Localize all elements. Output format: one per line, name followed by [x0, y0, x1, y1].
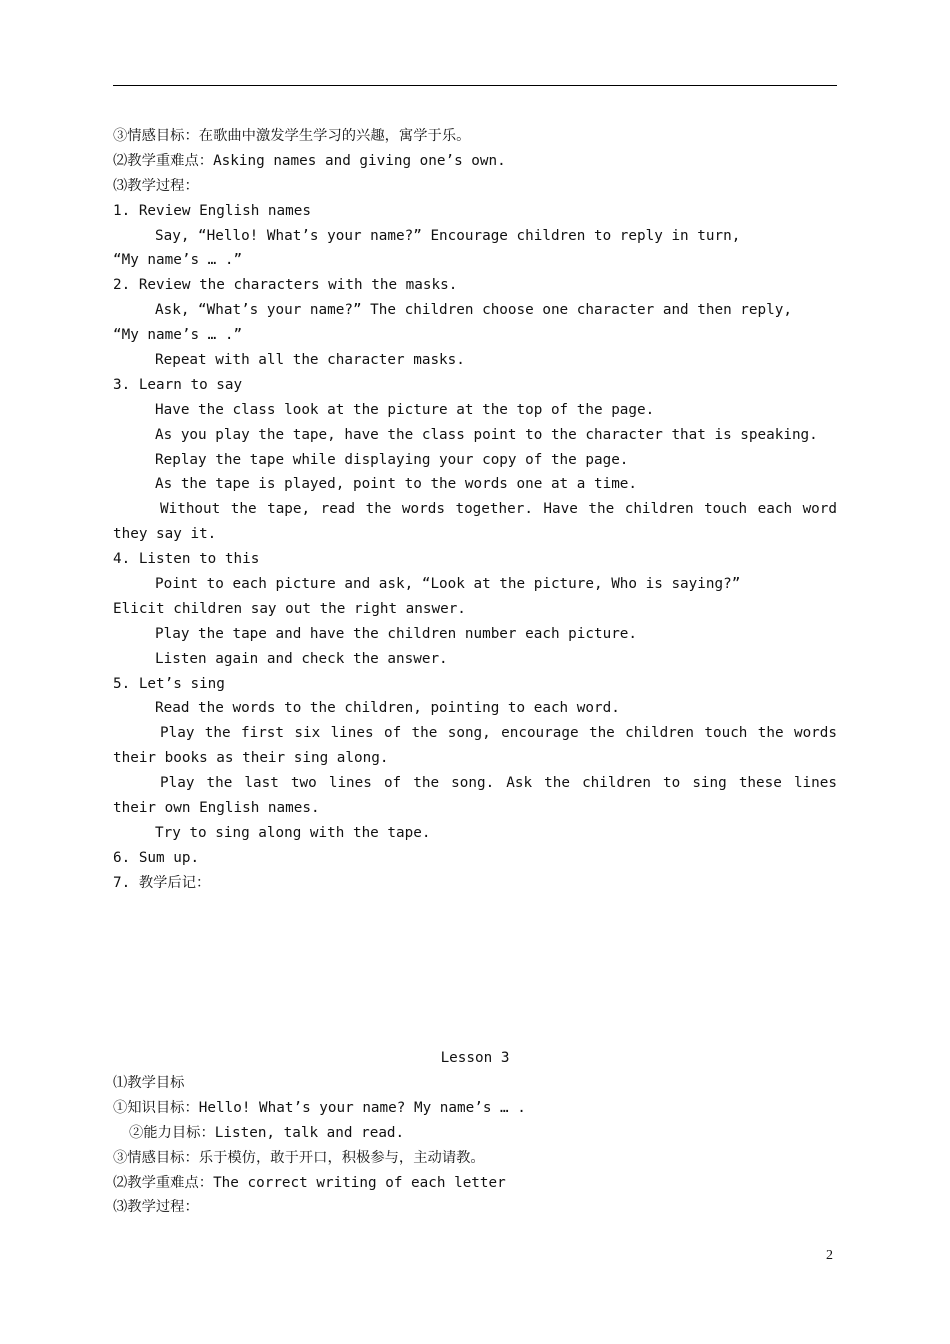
text-line: 7. 教学后记： [113, 874, 211, 891]
text-line: Say, “Hello! What’s your name?” Encourage children to reply in turn, [155, 227, 741, 244]
text-line: Point to each picture and ask, “Look at the picture, Who is saying?” [155, 576, 741, 593]
header-rule [113, 85, 837, 86]
text-line: Listen again and check the answer. [155, 650, 448, 667]
text-line: their own English names. [113, 800, 320, 817]
text-line: ③情感目标：在歌曲中激发学生学习的兴趣，寓学于乐。 [113, 128, 471, 144]
text-line: Ask, “What’s your name?” The children choose one character and then reply, [155, 302, 792, 319]
text-line: 2. Review the characters with the masks. [113, 277, 458, 294]
text-line: Elicit children say out the right answer. [113, 600, 466, 617]
text-line: 6. Sum up. [113, 849, 200, 866]
text-line: As you play the tape, have the class point to the character that is speaking. [155, 426, 818, 443]
text-line: 5. Let’s sing [113, 675, 225, 692]
lesson-title: Lesson 3 [440, 1050, 510, 1066]
text-line: 1. Review English names [113, 202, 311, 219]
text-line: Play the first six lines of the song, encourage the children touch the words [160, 725, 837, 742]
text-line: ⑵教学重难点：Asking names and giving one’s own. [113, 152, 506, 169]
text-line: Play the tape and have the children number each picture. [155, 625, 638, 642]
text-line: Play the last two lines of the song. Ask the children to sing these lines [160, 775, 837, 792]
text-line: they say it. [113, 526, 217, 543]
lesson-3-body [113, 1071, 837, 1220]
text-line: Replay the tape while displaying your copy of the page. [155, 451, 629, 468]
text-line: Without the tape, read the words together. Have the children touch each word [160, 501, 837, 518]
text-line: ⑵教学重难点：The correct writing of each letter [113, 1174, 506, 1191]
text-line: ⑴教学目标 [113, 1075, 185, 1091]
text-line: Repeat with all the character masks. [155, 352, 465, 369]
text-line: 3. Learn to say [113, 376, 243, 393]
text-line: 4. Listen to this [113, 551, 260, 568]
text-line: “My name’s … .” [113, 252, 243, 269]
text-line: Read the words to the children, pointing to each word. [155, 700, 620, 717]
text-line: Have the class look at the picture at the top of the page. [155, 401, 655, 418]
lesson-2-body [113, 124, 837, 896]
text-line: ⑶教学过程： [113, 177, 199, 194]
text-line: ②能力目标：Listen, talk and read. [129, 1124, 405, 1141]
text-line: ③情感目标：乐于模仿，敢于开口，积极参与，主动请教。 [113, 1149, 485, 1166]
text-line: “My name’s … .” [113, 327, 243, 344]
text-line: ⑶教学过程： [113, 1199, 199, 1216]
page-number: 2 [826, 1248, 833, 1263]
text-line: As the tape is played, point to the words one at a time. [155, 476, 638, 493]
text-line: their books as their sing along. [113, 750, 389, 767]
text-line: Try to sing along with the tape. [155, 824, 431, 841]
text-line: ①知识目标：Hello! What’s your name? My name’s … . [113, 1099, 526, 1116]
